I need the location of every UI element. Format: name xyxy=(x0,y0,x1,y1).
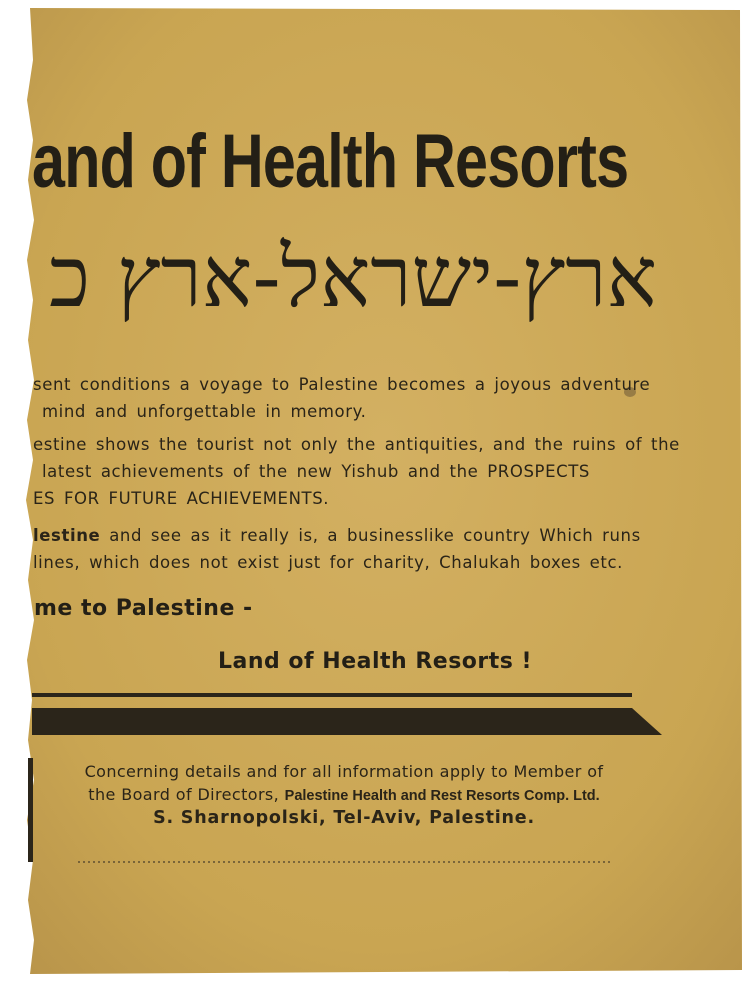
para2-line1: estine shows the tourist not only the antiquities, and the ruins of the xyxy=(33,435,680,454)
footer-line1: Concerning details and for all information apply to Member of xyxy=(84,762,604,781)
hebrew-heading: ארץ-ישראל-ארץ כ xyxy=(49,228,657,326)
footer-line3: S. Sharnopolski, Tel-Aviv, Palestine. xyxy=(153,808,535,828)
para3-line1-rest: and see as it really is, a businesslike country Which runs xyxy=(109,526,641,545)
para3-bold-word: lestine xyxy=(33,526,101,545)
slogan-line2: Land of Health Resorts ! xyxy=(218,649,533,674)
footer-company: Palestine Health and Rest Resorts Comp. Ltd. xyxy=(284,788,600,804)
page-title: and of Health Resorts xyxy=(32,119,629,204)
para1-line1: sent conditions a voyage to Palestine becomes a joyous adventure xyxy=(33,375,651,394)
para2-line3: ES FOR FUTURE ACHIEVEMENTS. xyxy=(33,489,330,508)
footer-line2 xyxy=(44,785,644,804)
footer-left-bar xyxy=(28,758,33,862)
para1-line2: mind and unforgettable in memory. xyxy=(42,402,367,421)
para3-line1 xyxy=(33,526,641,545)
para3-line2: lines, which does not exist just for charity, Chalukah boxes etc. xyxy=(33,553,623,572)
thick-rule xyxy=(32,708,662,735)
para2-line2: latest achievements of the new Yishub and the PROSPECTS xyxy=(42,462,590,481)
slogan-line1: me to Palestine - xyxy=(34,596,253,621)
thin-rule xyxy=(32,693,632,697)
footer-line2-prefix: the Board of Directors, xyxy=(88,785,280,804)
